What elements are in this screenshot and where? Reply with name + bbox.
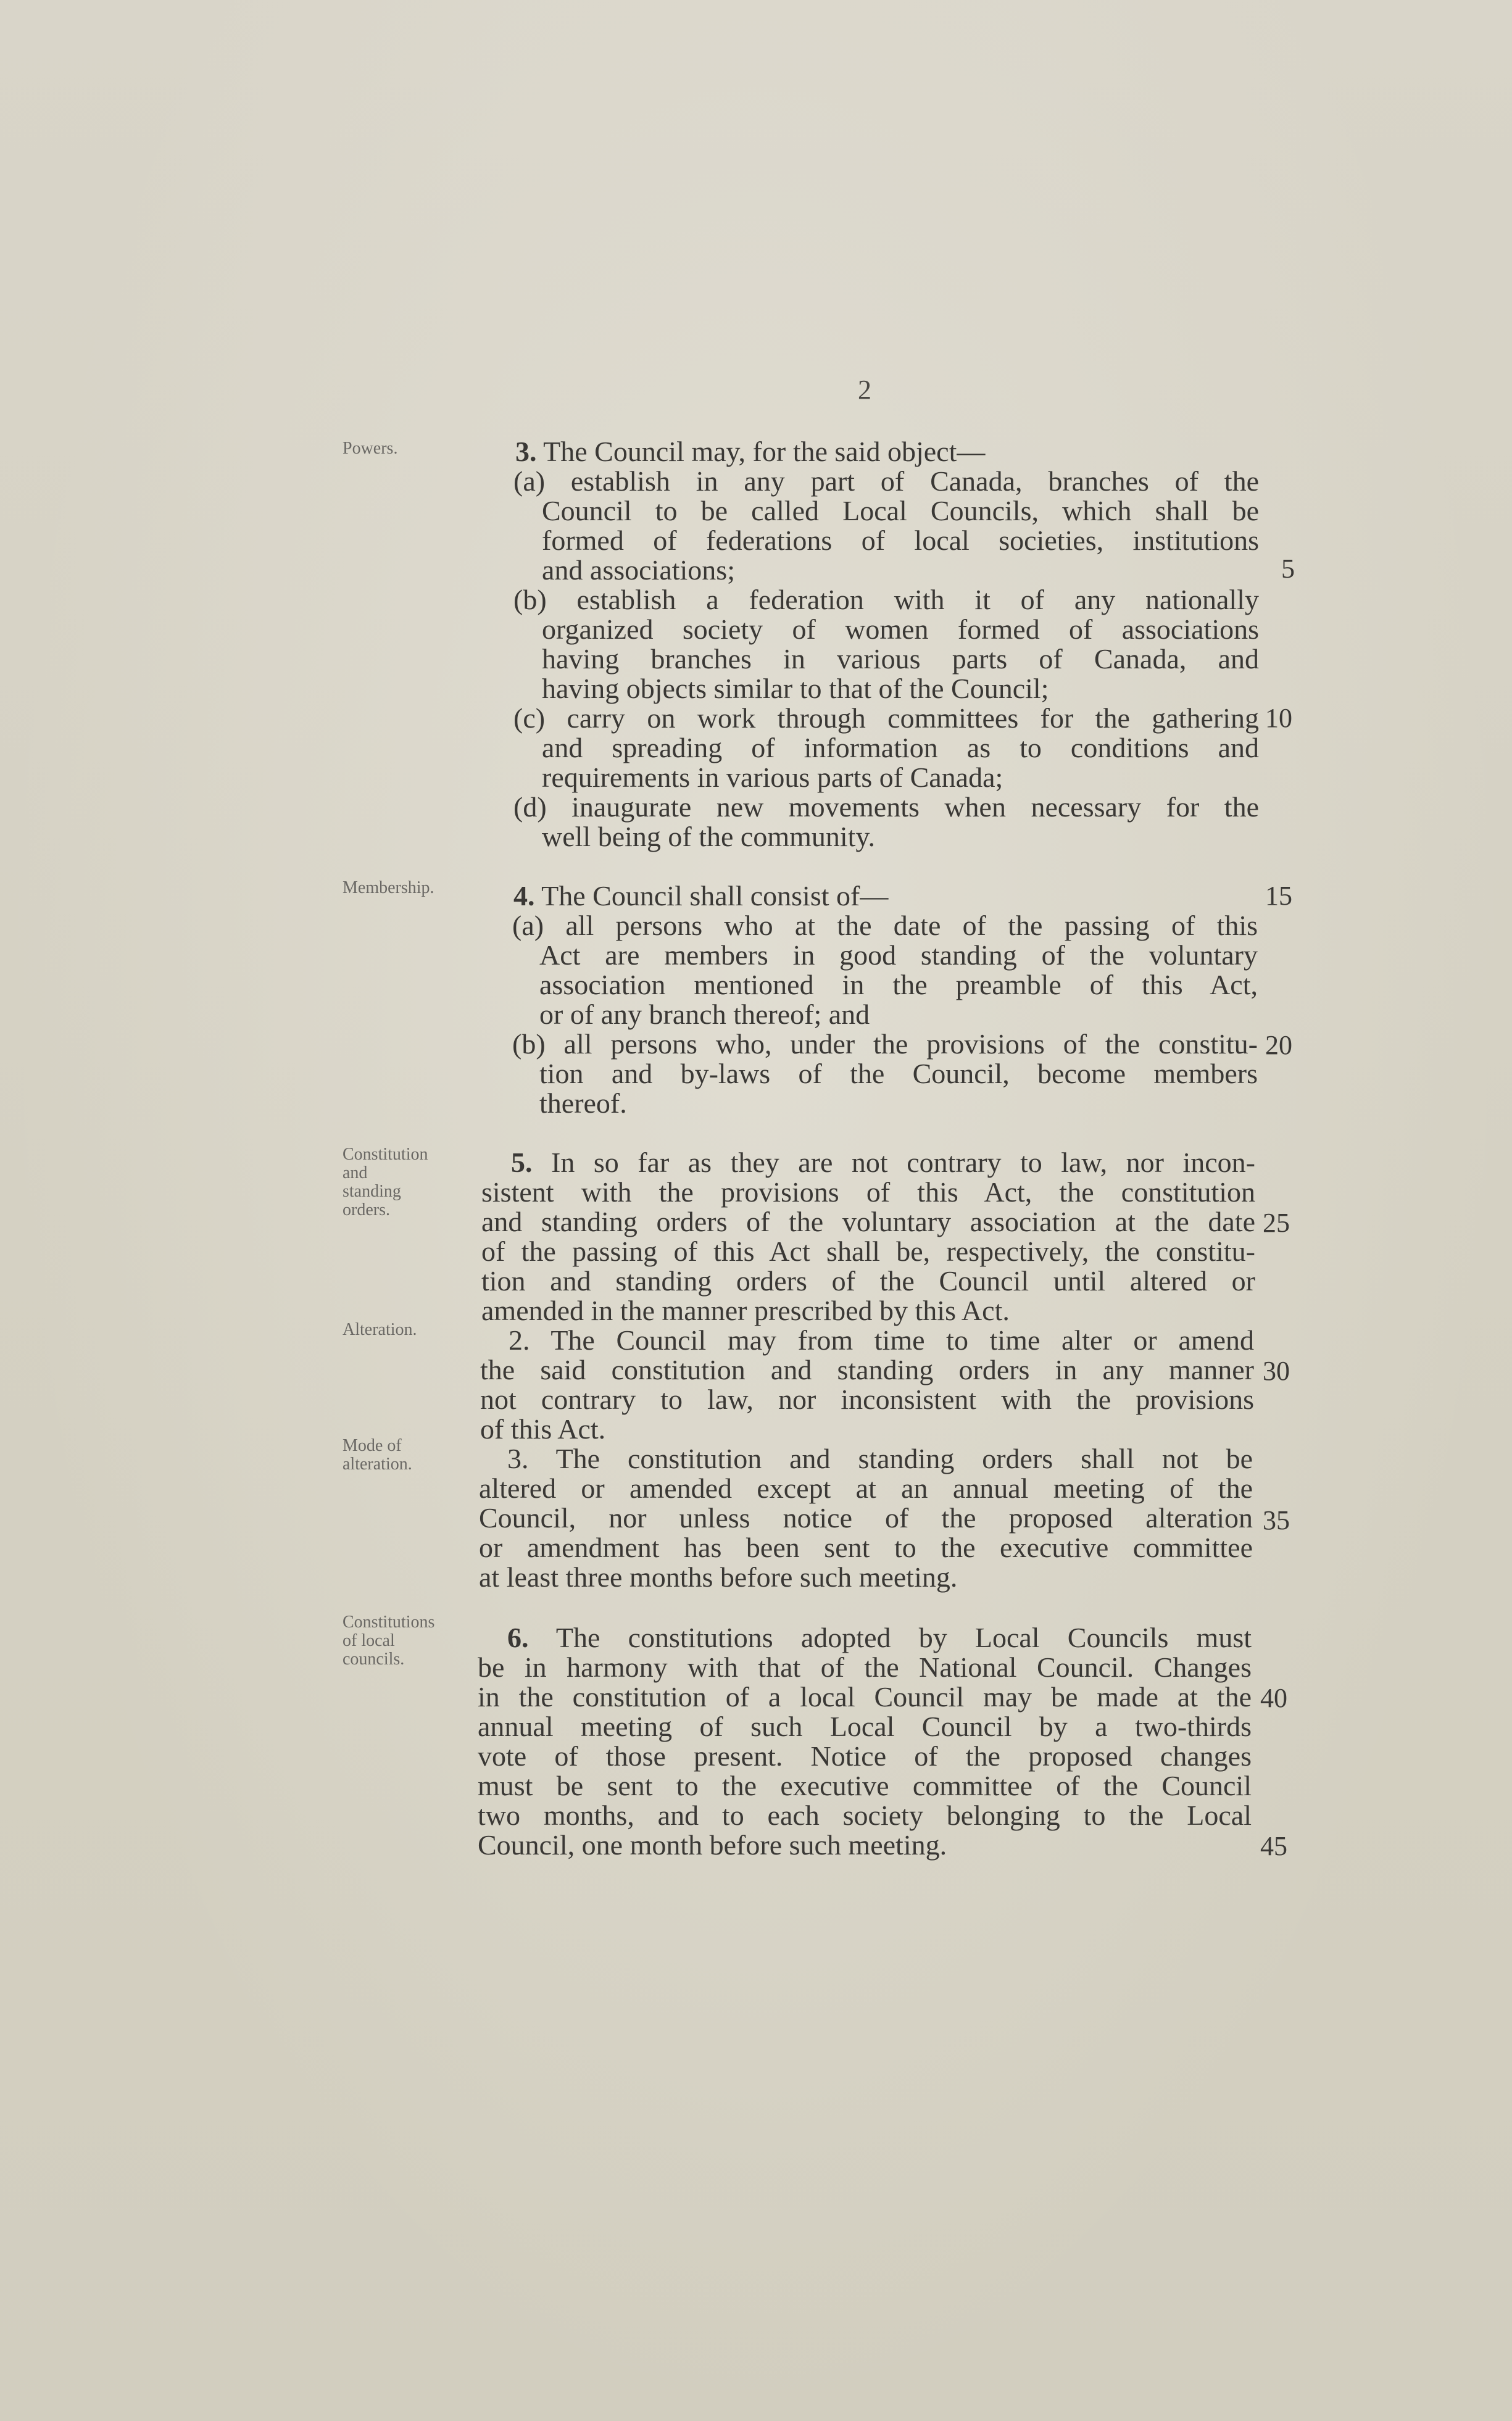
- page-number: 2: [858, 375, 871, 405]
- section-6-line: Council, one month before such meeting.: [478, 1829, 947, 1861]
- margin-note-constitution-2: and: [343, 1163, 368, 1182]
- line-number: 25: [1263, 1208, 1290, 1238]
- margin-note-local-2: of local: [343, 1631, 395, 1650]
- section-4-line: association mentioned in the preamble of this Act,: [539, 969, 1258, 1000]
- section-5-line: of this Act.: [480, 1413, 606, 1445]
- margin-note-local-1: Constitutions: [343, 1613, 435, 1632]
- section-6-line: annual meeting of such Local Council by a two-thirds: [478, 1711, 1252, 1742]
- section-3-heading: [515, 437, 985, 467]
- section-4-line: or of any branch thereof; and: [539, 999, 870, 1030]
- section-6-line: be in harmony with that of the National Council. Changes: [478, 1651, 1252, 1683]
- section-5-line: altered or amended except at an annual meeting of the: [479, 1472, 1253, 1504]
- section-5-line: amended in the manner prescribed by this Act.: [481, 1295, 1010, 1326]
- section-6-heading: [507, 1623, 1252, 1653]
- section-3-line: organized society of women formed of associations: [542, 613, 1259, 645]
- section-3-line: and associations;: [542, 554, 735, 586]
- section-text: The Council shall consist of—: [534, 880, 889, 912]
- section-number: 4.: [513, 880, 535, 912]
- section-3-line: requirements in various parts of Canada;: [542, 762, 1003, 793]
- line-number: 15: [1265, 881, 1292, 911]
- section-5-line: tion and standing orders of the Council until altered or: [481, 1265, 1255, 1297]
- section-3-line: (d) inaugurate new movements when necessary for the: [513, 791, 1259, 823]
- margin-note-mode-1: Mode of: [343, 1436, 402, 1455]
- section-5-line: or amendment has been sent to the executive committee: [479, 1532, 1253, 1563]
- section-3-line: formed of federations of local societies, institutions: [542, 525, 1259, 556]
- section-text: The Council may, for the said object—: [536, 436, 986, 467]
- section-5-line: 2. The Council may from time to time alter or amend: [509, 1324, 1254, 1356]
- section-6-line: in the constitution of a local Council may be made at the: [478, 1681, 1252, 1713]
- section-5-line: sistent with the provisions of this Act, the constitution: [481, 1176, 1255, 1208]
- margin-note-local-3: councils.: [343, 1650, 405, 1669]
- section-3-line: (c) carry on work through committees for the gathering: [513, 702, 1259, 734]
- section-number: 5.: [511, 1147, 533, 1178]
- section-4-line: (b) all persons who, under the provisions of the constitu-: [512, 1028, 1258, 1060]
- margin-note-constitution-4: orders.: [343, 1200, 390, 1219]
- margin-note-constitution-3: standing: [343, 1182, 401, 1201]
- section-4-heading: [513, 881, 888, 911]
- section-5-line: of the passing of this Act shall be, respectively, the constitu-: [481, 1235, 1255, 1267]
- section-3-line: (b) establish a federation with it of any nationally: [513, 584, 1259, 615]
- section-text: The constitutions adopted by Local Councils must: [528, 1622, 1252, 1653]
- section-4-line: Act are members in good standing of the voluntary: [539, 939, 1258, 971]
- line-number: 45: [1260, 1831, 1287, 1861]
- margin-note-mode-2: alteration.: [343, 1455, 412, 1474]
- section-5-line: Council, nor unless notice of the proposed alteration: [479, 1502, 1253, 1534]
- line-number: 30: [1263, 1356, 1290, 1386]
- margin-note-powers: Powers.: [343, 439, 398, 458]
- margin-note-alteration: Alteration.: [343, 1320, 417, 1339]
- section-text: In so far as they are not contrary to law, nor incon-: [532, 1147, 1255, 1178]
- section-5-line: at least three months before such meeting.: [479, 1561, 958, 1593]
- section-number: 6.: [507, 1622, 529, 1653]
- section-5-line: not contrary to law, nor inconsistent with the provisions: [480, 1384, 1254, 1415]
- section-5-line: the said constitution and standing orders in any manner: [480, 1354, 1254, 1385]
- line-number: 40: [1260, 1683, 1287, 1713]
- section-5-line: 3. The constitution and standing orders shall not be: [507, 1443, 1253, 1474]
- line-number: 20: [1265, 1030, 1292, 1060]
- margin-note-membership: Membership.: [343, 878, 434, 897]
- section-3-line: well being of the community.: [542, 821, 875, 852]
- margin-note-constitution-1: Constitution: [343, 1145, 428, 1164]
- section-4-line: thereof.: [539, 1087, 627, 1119]
- section-3-line: having objects similar to that of the Council;: [542, 673, 1049, 704]
- line-number: 10: [1265, 703, 1292, 733]
- section-5-line: and standing orders of the voluntary association at the date: [481, 1206, 1255, 1237]
- section-3-line: having branches in various parts of Canada, and: [542, 643, 1259, 675]
- line-number: 35: [1263, 1505, 1290, 1535]
- section-6-line: must be sent to the executive committee of the Council: [478, 1770, 1252, 1801]
- section-3-line: (a) establish in any part of Canada, branches of the: [513, 465, 1259, 497]
- section-5-heading: [511, 1148, 1255, 1177]
- section-6-line: two months, and to each society belonging to the Local: [478, 1800, 1252, 1831]
- section-number: 3.: [515, 436, 537, 467]
- section-3-line: Council to be called Local Councils, which shall be: [542, 495, 1259, 526]
- line-number: 5: [1281, 554, 1295, 584]
- section-6-line: vote of those present. Notice of the proposed changes: [478, 1740, 1252, 1772]
- section-3-line: and spreading of information as to conditions and: [542, 732, 1259, 763]
- section-4-line: (a) all persons who at the date of the passing of this: [512, 910, 1258, 941]
- section-4-line: tion and by-laws of the Council, become members: [539, 1058, 1258, 1089]
